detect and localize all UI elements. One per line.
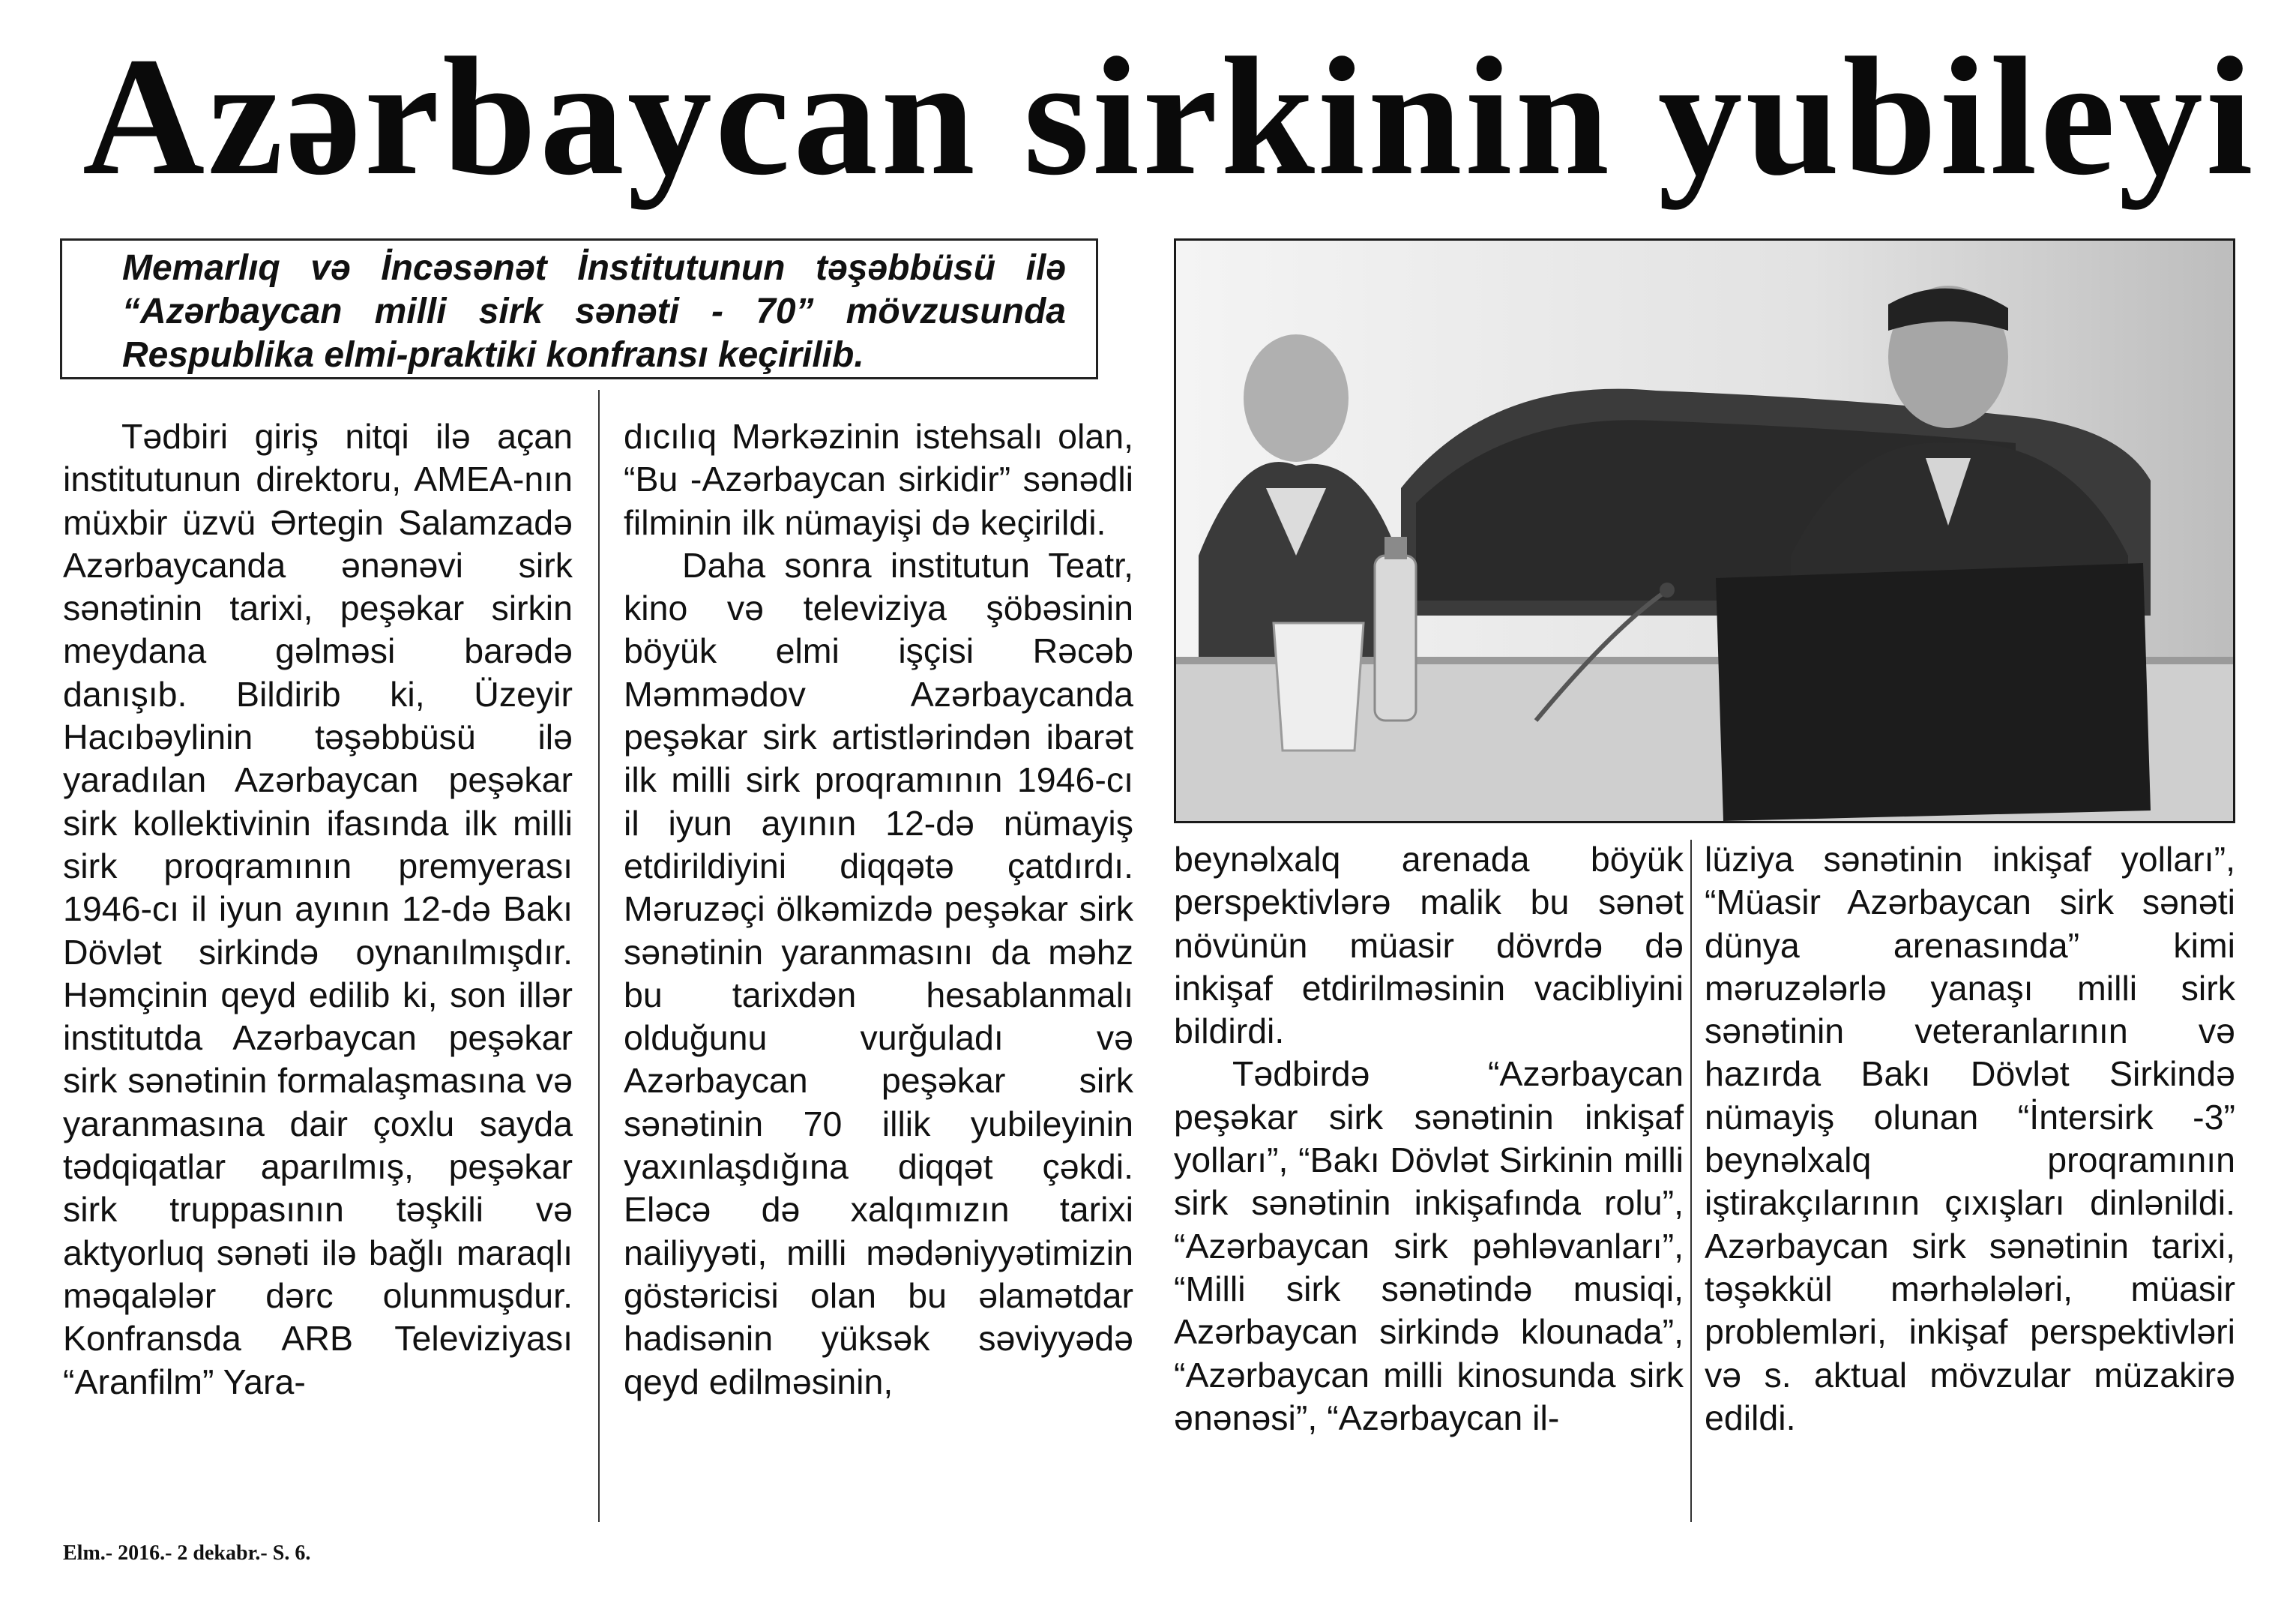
lead-box [60, 238, 1098, 379]
column-rule [598, 390, 600, 1522]
headline: Azərbaycan sirkinin yubileyi [82, 22, 2256, 210]
article-column-1 [63, 415, 573, 1404]
paragraph: Tədbirdə “Azərbaycan peşəkar sirk sənətinin inkişaf yolları”, “Bakı Dövlət Sirkinin milli sirk sənətinin inkişafında rolu”, “Azərbaycan sirk pəhləvanları”, “Milli sirk sənətində musiqi, Azərbaycan sirkində klounada”, “Azərbaycan milli kinosunda sirk ənənəsi”, “Azərbaycan il- [1174, 1054, 1684, 1437]
conference-photo-graphic [1176, 241, 2233, 821]
paragraph: lüziya sənətinin inkişaf yolları”, “Müasir Azərbaycan sirk sənəti dünya arenasında” kimi məruzələrlə yanaşı milli sirk sənətinin veteranlarının və hazırda Bakı Dövlət Sirkində nümayiş olunan “İntersirk -3” beynəlxalq proqramının iştirakçılarının çıxışları dinlənildi. Azərbaycan sirk sənətinin tarixi, təşəkkül mərhələləri, müasir problemləri, inkişaf perspektivləri və s. aktual mövzular müzakirə edildi. [1705, 840, 2235, 1437]
article-column-4 [1705, 838, 2235, 1440]
article-column-3 [1174, 838, 1684, 1440]
column-rule [1690, 840, 1692, 1522]
paragraph: beynəlxalq arenada böyük perspektivlərə malik bu sənət növünün müasir dövrdə də inkişaf etdirilməsinin vacibliyini bildirdi. [1174, 840, 1684, 1051]
source-citation: Elm.- 2016.- 2 dekabr.- S. 6. [63, 1542, 311, 1565]
paragraph: Tədbiri giriş nitqi ilə açan institutunun direktoru, AMEA-nın müxbir üzvü Ərtegin Salamzadə Azərbaycanda ənənəvi sirk sənətinin tarixi, peşəkar sirkin meydana gəlməsi barədə danışıb. Bildirib ki, Üzeyir Hacıbəylinin təşəbbüsü ilə yaradılan Azərbaycan peşəkar sirk kollektivinin ifasında ilk milli sirk proqramının premyerası 1946-cı il iyun ayının 12-də Bakı Dövlət sirkində oynanılmışdır. Həmçinin qeyd edilib ki, son illər institutda Azərbaycan peşəkar sirk sənətinin formalaşmasına və yaranmasına dair çoxlu sayda tədqiqatlar aparılmış, peşəkar sirk truppasının təşkili və aktyorluq sənəti ilə bağlı maraqlı məqalələr dərc olunmuşdur. Konfransda ARB Televiziyası “Aranfilm” Yara- [63, 417, 573, 1401]
paragraph: Daha sonra institutun Teatr, kino və televiziya şöbəsinin böyük elmi işçisi Rəcəb Məmmədov Azərbaycanda peşəkar sirk artistlərindən ibarət ilk milli sirk proqramının 1946-cı il iyun ayının 12-də nümayiş etdirildiyini diqqətə çatdırdı. Məruzəçi ölkəmizdə peşəkar sirk sənətinin yaranmasını da məhz bu tarixdən hesablanmalı olduğunu vurğuladı və Azərbaycan peşəkar sirk sənətinin 70 illik yubileyinin yaxınlaşdığına diqqət çəkdi. Eləcə də xalqımızın tarixi nailiyyəti, milli mədəniyyətimizin göstəricisi olan bu əlamətdar hadisənin yüksək səviyyədə qeyd edilməsinin, [624, 545, 1133, 1401]
article-column-2 [624, 415, 1133, 1404]
conference-photo [1174, 238, 2235, 823]
lead-text: Memarlıq və İncəsənət İnstitutunun təşəbbüsü ilə “Azərbaycan milli sirk sənəti - 70” mövzusunda Respublika elmi-praktiki konfransı keçirilib. [122, 248, 1066, 375]
paragraph: dıcılıq Mərkəzinin istehsalı olan, “Bu -Azərbaycan sirkidir” sənədli filminin ilk nümayişi də keçirildi. [624, 417, 1133, 542]
